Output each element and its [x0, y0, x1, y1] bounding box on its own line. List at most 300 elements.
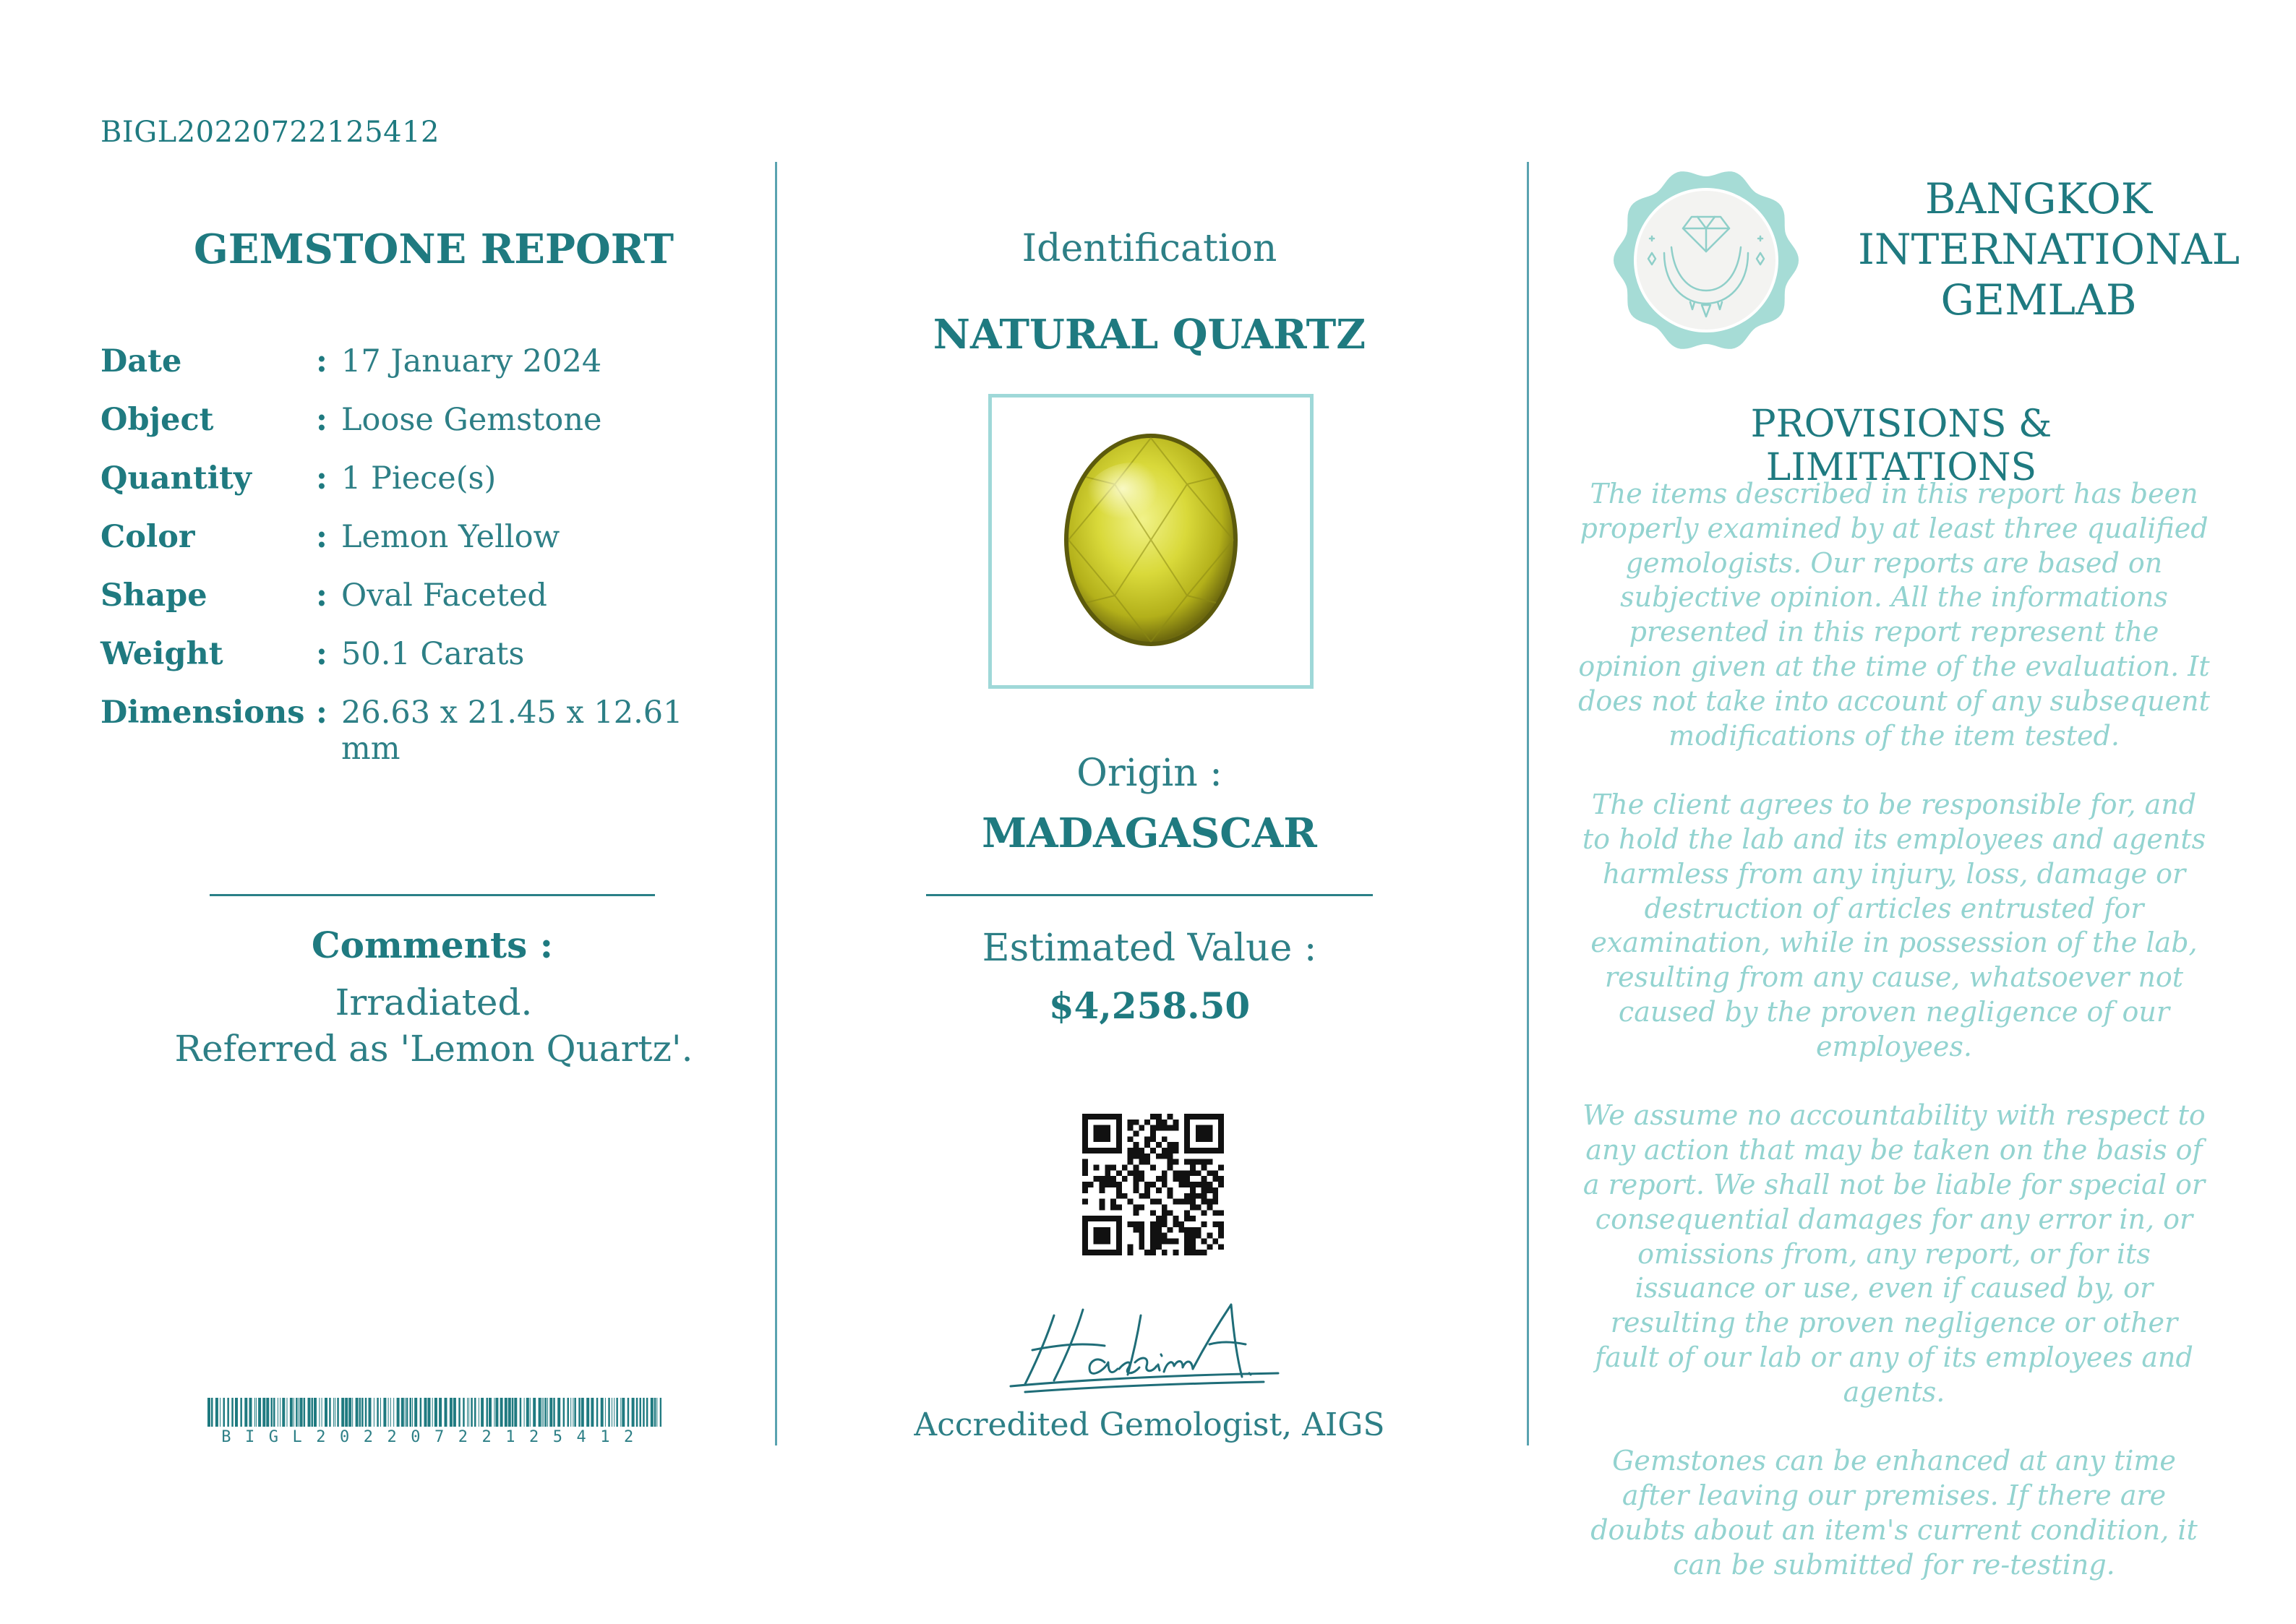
barcode-bar	[308, 1398, 311, 1427]
qr-module	[1128, 1159, 1134, 1165]
lab-name-line: GEMLAB	[1940, 275, 2137, 325]
qr-module	[1173, 1216, 1178, 1221]
barcode-bar	[393, 1398, 394, 1427]
qr-module	[1116, 1142, 1122, 1148]
qr-module	[1144, 1153, 1150, 1159]
barcode-bar	[314, 1398, 317, 1427]
qr-module	[1184, 1182, 1190, 1187]
barcode-bar	[581, 1398, 584, 1427]
barcode-bar	[258, 1398, 261, 1427]
qr-module	[1110, 1204, 1116, 1210]
barcode-bar	[526, 1398, 529, 1427]
estimated-value-amount: $4,258.50	[1048, 984, 1251, 1027]
qr-module	[1100, 1182, 1105, 1187]
barcode-bar	[235, 1398, 238, 1427]
qr-module	[1134, 1153, 1139, 1159]
detail-colon: :	[316, 519, 327, 555]
qr-module	[1218, 1210, 1224, 1216]
qr-module	[1105, 1148, 1110, 1153]
comments-title: Comments :	[311, 924, 554, 966]
qr-module	[1116, 1233, 1122, 1239]
qr-module	[1150, 1238, 1156, 1244]
qr-module	[1173, 1159, 1178, 1165]
qr-module	[1139, 1221, 1144, 1227]
qr-module	[1201, 1193, 1207, 1199]
barcode-bar	[539, 1398, 541, 1427]
qr-module	[1094, 1250, 1100, 1255]
qr-module	[1218, 1176, 1224, 1182]
barcode-bar	[424, 1398, 427, 1427]
barcode-bar	[397, 1398, 400, 1427]
qr-module	[1162, 1221, 1168, 1227]
qr-module	[1184, 1238, 1190, 1244]
qr-module	[1128, 1125, 1134, 1131]
detail-colon: :	[316, 402, 327, 438]
barcode-bar	[640, 1398, 642, 1427]
barcode-bar	[337, 1398, 339, 1427]
detail-row-date	[100, 343, 737, 387]
qr-module	[1134, 1148, 1139, 1153]
qr-module	[1196, 1250, 1201, 1255]
qr-module	[1178, 1176, 1184, 1182]
barcode-bar	[273, 1398, 275, 1427]
qr-module	[1168, 1148, 1173, 1153]
qr-module	[1134, 1142, 1139, 1148]
qr-module	[1139, 1193, 1144, 1199]
qr-module	[1156, 1199, 1162, 1205]
qr-module	[1184, 1170, 1190, 1176]
qr-module	[1218, 1142, 1224, 1148]
barcode-bar	[380, 1398, 381, 1427]
barcode-bar	[458, 1398, 461, 1427]
qr-module	[1128, 1221, 1134, 1227]
qr-module	[1218, 1165, 1224, 1171]
qr-module	[1184, 1136, 1190, 1142]
barcode-bar	[660, 1398, 661, 1427]
barcode-bar	[215, 1398, 218, 1427]
qr-module	[1116, 1204, 1122, 1210]
qr-module	[1105, 1114, 1110, 1120]
qr-module	[1184, 1148, 1190, 1153]
barcode-bar	[574, 1398, 576, 1427]
qr-module	[1116, 1227, 1122, 1233]
qr-module	[1082, 1227, 1088, 1233]
barcode-bar	[244, 1398, 247, 1427]
detail-label: Date	[100, 343, 182, 379]
qr-module	[1178, 1170, 1184, 1176]
qr-module	[1156, 1176, 1162, 1182]
qr-module	[1190, 1233, 1196, 1239]
qr-module	[1184, 1216, 1190, 1221]
qr-module	[1173, 1148, 1178, 1153]
qr-module	[1207, 1204, 1212, 1210]
comments-text	[159, 979, 708, 1072]
origin-value: MADAGASCAR	[982, 809, 1317, 857]
barcode-bar	[348, 1398, 351, 1427]
qr-module	[1082, 1120, 1088, 1125]
qr-module	[1082, 1114, 1088, 1120]
qr-module	[1082, 1170, 1088, 1176]
qr-module	[1110, 1199, 1116, 1205]
provisions-paragraph: The client agrees to be responsible for, and to hold the lab and its employees and agents harmless from any injury, loss, damage or destruction of articles entrusted for examination, while in possession of the lab, resulting from any cause, whatsoever not caused by the proven negligence of our employees.	[1582, 789, 2206, 1062]
qr-module	[1134, 1227, 1139, 1233]
barcode-bar	[410, 1398, 412, 1427]
report-title: GEMSTONE REPORT	[193, 225, 674, 273]
qr-module	[1173, 1125, 1178, 1131]
qr-module	[1100, 1176, 1105, 1182]
qr-module	[1207, 1131, 1212, 1137]
barcode-bar	[405, 1398, 406, 1427]
barcode-bar	[266, 1398, 269, 1427]
qr-module	[1105, 1182, 1110, 1187]
qr-module	[1139, 1244, 1144, 1250]
qr-module	[1184, 1210, 1190, 1216]
qr-module	[1173, 1176, 1178, 1182]
detail-colon: :	[316, 695, 327, 731]
qr-module	[1128, 1170, 1134, 1176]
qr-module	[1173, 1142, 1178, 1148]
qr-module	[1201, 1114, 1207, 1120]
barcode-bar	[383, 1398, 386, 1427]
qr-module	[1196, 1193, 1201, 1199]
qr-module	[1082, 1165, 1088, 1171]
qr-module	[1196, 1159, 1201, 1165]
qr-module	[1134, 1165, 1139, 1171]
qr-module	[1218, 1244, 1224, 1250]
qr-module	[1110, 1182, 1116, 1187]
qr-module	[1201, 1210, 1207, 1216]
barcode-bar	[325, 1398, 327, 1427]
qr-module	[1156, 1221, 1162, 1227]
qr-module	[1094, 1125, 1100, 1131]
qr-module	[1212, 1221, 1218, 1227]
qr-module	[1116, 1193, 1122, 1199]
qr-module	[1162, 1176, 1168, 1182]
qr-module	[1150, 1114, 1156, 1120]
divider-right	[1527, 162, 1529, 1445]
barcode-bar	[249, 1398, 252, 1427]
qr-module	[1212, 1187, 1218, 1193]
qr-module	[1168, 1159, 1173, 1165]
detail-value: 17 January 2024	[341, 343, 602, 379]
qr-module	[1190, 1238, 1196, 1244]
qr-module	[1082, 1182, 1088, 1187]
report-id: BIGL20220722125412	[100, 116, 440, 149]
qr-module	[1212, 1199, 1218, 1205]
qr-module	[1156, 1244, 1162, 1250]
qr-module	[1178, 1199, 1184, 1205]
barcode-bar	[632, 1398, 635, 1427]
barcode-bar	[567, 1398, 570, 1427]
qr-module	[1184, 1193, 1190, 1199]
qr-module	[1116, 1182, 1122, 1187]
qr-module	[1162, 1136, 1168, 1142]
qr-module	[1156, 1125, 1162, 1131]
barcode-bar	[240, 1398, 242, 1427]
barcode-bar	[223, 1398, 226, 1427]
qr-module	[1088, 1250, 1094, 1255]
qr-module	[1134, 1176, 1139, 1182]
origin-divider	[926, 894, 1373, 896]
qr-module	[1088, 1148, 1094, 1153]
detail-label: Weight	[100, 636, 223, 672]
barcode-bar	[290, 1398, 293, 1427]
qr-module	[1178, 1182, 1184, 1187]
barcode-bar	[428, 1398, 431, 1427]
barcode-bar	[345, 1398, 348, 1427]
barcode-bar	[388, 1398, 389, 1427]
provisions-paragraph: We assume no accountability with respect to any action that may be taken on the basis of a report. We shall not be liable for special or consequential damages for any error in, or omissions from, any report, or for its issuance or use, even if caused by, or resulting the proven negligence or other fault of our lab or any of its employees and agents.	[1582, 1099, 2206, 1408]
barcode-bar	[296, 1398, 298, 1427]
qr-module	[1128, 1244, 1134, 1250]
qr-module	[1082, 1244, 1088, 1250]
qr-module	[1196, 1114, 1201, 1120]
qr-module	[1190, 1199, 1196, 1205]
qr-module	[1094, 1238, 1100, 1244]
qr-module	[1122, 1176, 1128, 1182]
qr-module	[1110, 1216, 1116, 1221]
qr-module	[1116, 1131, 1122, 1137]
barcode-bar	[549, 1398, 552, 1427]
gemologist-signature	[1003, 1294, 1293, 1395]
qr-module	[1094, 1114, 1100, 1120]
barcode-bar	[468, 1398, 469, 1427]
barcode-bar	[524, 1398, 525, 1427]
qr-module	[1082, 1148, 1088, 1153]
qr-module	[1116, 1221, 1122, 1227]
qr-module	[1150, 1131, 1156, 1137]
barcode-bar	[563, 1398, 565, 1427]
barcode-bar	[412, 1398, 413, 1427]
qr-module	[1134, 1204, 1139, 1210]
qr-module	[1162, 1125, 1168, 1131]
barcode-bar	[432, 1398, 433, 1427]
qr-module	[1134, 1131, 1139, 1137]
qr-module	[1212, 1170, 1218, 1176]
qr-module	[1212, 1148, 1218, 1153]
barcode-bar	[520, 1398, 522, 1427]
qr-module	[1184, 1131, 1190, 1137]
qr-module	[1173, 1120, 1178, 1125]
qr-module	[1162, 1238, 1168, 1244]
qr-module	[1207, 1114, 1212, 1120]
qr-module	[1100, 1204, 1105, 1210]
detail-row-shape	[100, 577, 737, 621]
qr-module	[1168, 1153, 1173, 1159]
qr-module	[1128, 1153, 1134, 1159]
qr-module	[1168, 1114, 1173, 1120]
qr-module	[1150, 1125, 1156, 1131]
qr-module	[1082, 1187, 1088, 1193]
qr-module	[1196, 1233, 1201, 1239]
provisions-title: PROVISIONS & LIMITATIONS	[1750, 403, 2052, 489]
qr-module	[1094, 1233, 1100, 1239]
detail-label: Dimensions	[100, 695, 305, 731]
qr-module	[1190, 1159, 1196, 1165]
barcode-bar	[654, 1398, 656, 1427]
qr-module	[1144, 1136, 1150, 1142]
qr-module	[1082, 1221, 1088, 1227]
qr-module	[1184, 1227, 1190, 1233]
barcode-bar	[608, 1398, 610, 1427]
barcode-bar	[414, 1398, 417, 1427]
barcode-bar	[474, 1398, 476, 1427]
qr-module	[1128, 1148, 1134, 1153]
barcode-bar	[450, 1398, 453, 1427]
qr-module	[1105, 1227, 1110, 1233]
lab-name	[1858, 173, 2240, 325]
qr-module	[1100, 1148, 1105, 1153]
qr-module	[1150, 1165, 1156, 1171]
qr-module	[1178, 1227, 1184, 1233]
qr-module	[1212, 1176, 1218, 1182]
qr-module	[1184, 1159, 1190, 1165]
qr-module	[1094, 1136, 1100, 1142]
qr-module	[1100, 1250, 1105, 1255]
qr-module	[1082, 1233, 1088, 1239]
qr-module	[1100, 1114, 1105, 1120]
qr-module	[1122, 1193, 1128, 1199]
qr-module	[1196, 1136, 1201, 1142]
qr-module	[1110, 1114, 1116, 1120]
qr-module	[1212, 1114, 1218, 1120]
barcode-bar	[533, 1398, 536, 1427]
barcode-bar	[287, 1398, 288, 1427]
detail-value: Oval Faceted	[341, 577, 547, 614]
qr-module	[1207, 1125, 1212, 1131]
barcode-bar	[553, 1398, 555, 1427]
qr-module	[1105, 1250, 1110, 1255]
detail-row-dimensions	[100, 695, 737, 767]
provisions-paragraph: The items described in this report has been properly examined by at least three qualified gemologists. Our reports are based on subjective opinion. All the informations presented in this report represent the opinion given at the time of the evaluation. It does not take into account of any subsequent modifications of the item tested.	[1578, 478, 2210, 752]
qr-module	[1116, 1114, 1122, 1120]
qr-module	[1190, 1216, 1196, 1221]
qr-module	[1190, 1165, 1196, 1171]
qr-module	[1144, 1250, 1150, 1255]
barcode-bar	[547, 1398, 548, 1427]
qr-module	[1150, 1244, 1156, 1250]
qr-module	[1168, 1238, 1173, 1244]
qr-module	[1162, 1210, 1168, 1216]
barcode-bar	[333, 1398, 334, 1427]
qr-module	[1162, 1233, 1168, 1239]
qr-module	[1105, 1176, 1110, 1182]
qr-module	[1201, 1187, 1207, 1193]
qr-module	[1100, 1131, 1105, 1137]
qr-module	[1150, 1136, 1156, 1142]
qr-module	[1139, 1233, 1144, 1239]
qr-module	[1207, 1136, 1212, 1142]
detail-row-weight	[100, 636, 737, 679]
qr-module	[1162, 1204, 1168, 1210]
barcode-bar	[514, 1398, 517, 1427]
qr-module	[1105, 1165, 1110, 1171]
qr-module	[1134, 1170, 1139, 1176]
qr-module	[1150, 1210, 1156, 1216]
qr-module	[1139, 1153, 1144, 1159]
qr-module	[1207, 1170, 1212, 1176]
qr-module	[1212, 1210, 1218, 1216]
barcode-bar	[557, 1398, 560, 1427]
detail-colon: :	[316, 636, 327, 672]
qr-module	[1139, 1148, 1144, 1153]
qr-module	[1201, 1159, 1207, 1165]
barcode-bar	[359, 1398, 361, 1427]
detail-row-color	[100, 519, 737, 562]
comments-divider	[210, 894, 655, 896]
oval-gemstone-photo	[992, 398, 1310, 685]
detail-label: Object	[100, 402, 214, 438]
barcode-bar	[622, 1398, 625, 1427]
qr-module	[1156, 1120, 1162, 1125]
qr-module	[1116, 1170, 1122, 1176]
qr-module	[1196, 1182, 1201, 1187]
barcode-bar	[656, 1398, 657, 1427]
barcode-bar	[271, 1398, 273, 1427]
detail-value: Lemon Yellow	[341, 519, 560, 555]
barcode-bar	[439, 1398, 442, 1427]
barcode-bar	[530, 1398, 531, 1427]
qr-module	[1105, 1170, 1110, 1176]
qr-module	[1116, 1187, 1122, 1193]
qr-module	[1100, 1199, 1105, 1205]
qr-module	[1116, 1216, 1122, 1221]
comment-line: Irradiated.	[335, 981, 533, 1023]
qr-module	[1218, 1182, 1224, 1187]
qr-module	[1150, 1199, 1156, 1205]
qr-module	[1201, 1131, 1207, 1137]
qr-module	[1082, 1199, 1088, 1205]
qr-module	[1156, 1114, 1162, 1120]
origin-label: Origin :	[1076, 752, 1222, 795]
detail-label: Quantity	[100, 460, 252, 497]
barcode-bar	[489, 1398, 492, 1427]
barcode-bar	[262, 1398, 265, 1427]
qr-module	[1144, 1187, 1150, 1193]
qr-module	[1207, 1148, 1212, 1153]
qr-module	[1144, 1120, 1150, 1125]
qr-module	[1116, 1250, 1122, 1255]
qr-module	[1139, 1159, 1144, 1165]
qr-module	[1134, 1187, 1139, 1193]
detail-value: 1 Piece(s)	[341, 460, 497, 497]
qr-module	[1144, 1193, 1150, 1199]
qr-module	[1168, 1227, 1173, 1233]
qr-module	[1218, 1114, 1224, 1120]
divider-left	[775, 162, 777, 1445]
qr-module	[1184, 1125, 1190, 1131]
qr-module	[1150, 1227, 1156, 1233]
qr-module	[1173, 1170, 1178, 1176]
qr-module	[1088, 1216, 1094, 1221]
qr-module	[1139, 1125, 1144, 1131]
qr-module	[1196, 1148, 1201, 1153]
qr-module	[1218, 1131, 1224, 1137]
qr-module	[1190, 1114, 1196, 1120]
qr-module	[1100, 1136, 1105, 1142]
qr-module	[1190, 1204, 1196, 1210]
qr-module	[1082, 1136, 1088, 1142]
barcode-bar	[508, 1398, 511, 1427]
qr-module	[1110, 1176, 1116, 1182]
barcode-bar	[627, 1398, 630, 1427]
qr-module	[1150, 1221, 1156, 1227]
qr-module	[1190, 1187, 1196, 1193]
barcode-bar	[341, 1398, 344, 1427]
qr-module	[1218, 1136, 1224, 1142]
qr-module	[1116, 1148, 1122, 1153]
qr-module	[1128, 1250, 1134, 1255]
